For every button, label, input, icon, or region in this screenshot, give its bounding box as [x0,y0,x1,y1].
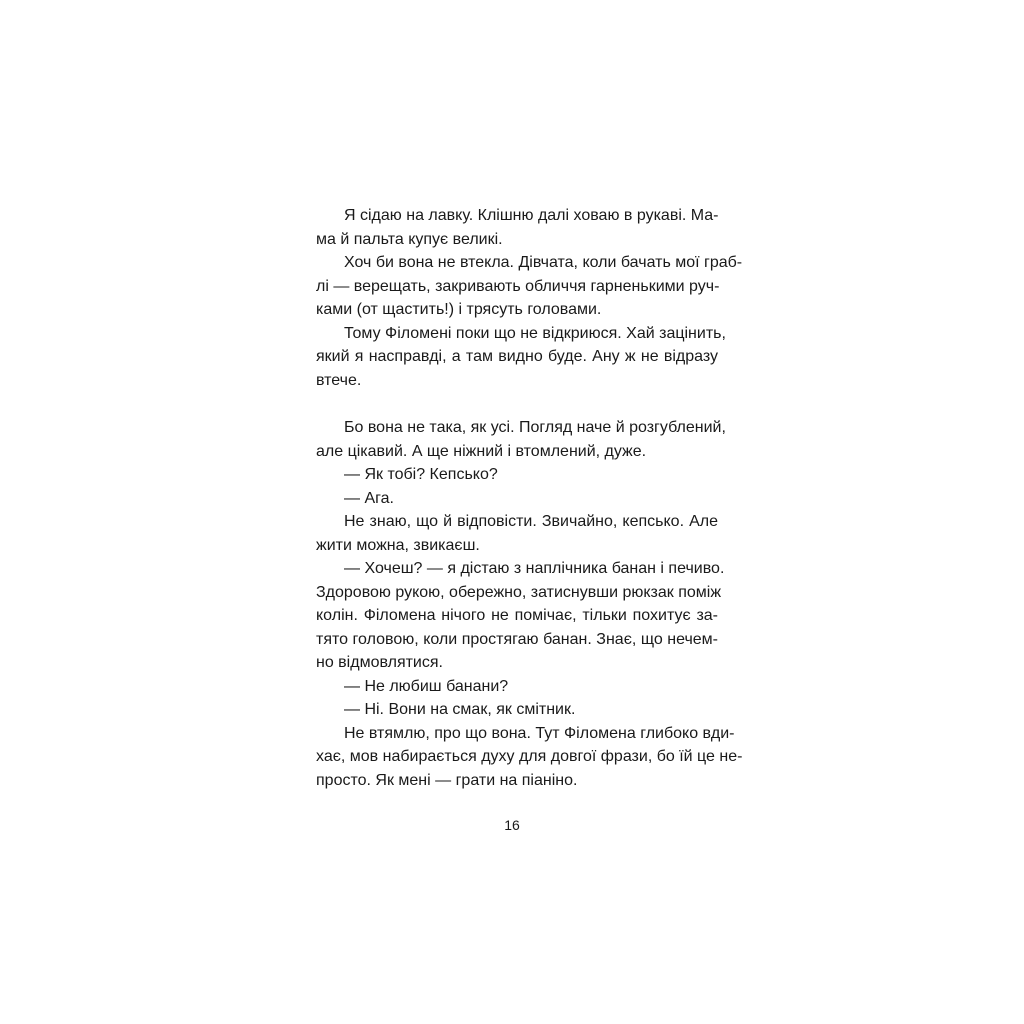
text-line: тято головою, коли простягаю банан. Знає, що нечем- [316,630,718,648]
text-line: Хоч би вона не втекла. Дівчата, коли бачать мої граб- [344,254,743,271]
text-line: колін. Філомена нічого не помічає, тільки похитує за- [316,607,718,624]
text-line: но відмовлятися. [316,654,443,671]
text-line: Здоровою рукою, обережно, затиснувши рюкзак поміж [316,583,722,601]
text-section-1 [316,204,743,392]
section-gap [316,392,718,416]
text-line: жити можна, звикаєш. [316,536,480,554]
text-section-2 [316,416,743,792]
page-number: 16 [504,817,520,833]
text-line: але цікавий. А ще ніжний і втомлений, дуже. [316,442,647,460]
text-line: — Як тобі? Кепсько? [344,466,498,483]
text-line: Бо вона не така, як усі. Погляд наче й розгублений, [344,419,726,436]
text-line: ма й пальта купує великі. [316,230,503,248]
text-line: втече. [316,371,362,389]
text-line: — Ага. [344,489,394,507]
body-text [316,204,743,792]
text-line: — Хочеш? — я дістаю з наплічника банан і печиво. [344,560,725,577]
text-line: ками (от щастить!) і трясуть головами. [316,301,602,318]
text-line: — Ні. Вони на смак, як смітник. [344,701,576,718]
text-line: Не втямлю, про що вона. Тут Філомена глибоко вди- [344,724,735,742]
text-line: який я насправді, а там видно буде. Ану ж не відразу [316,348,718,365]
text-line: — Не любиш банани? [344,677,509,695]
text-line: просто. Як мені — грати на піаніно. [316,771,578,789]
text-line: Я сідаю на лавку. Клішню далі ховаю в рукаві. Ма- [344,207,719,224]
text-line: лі — верещать, закривають обличчя гарненькими руч- [316,277,720,295]
text-line: Тому Філомені поки що не відкриюся. Хай зацінить, [344,324,726,342]
text-line: Не знаю, що й відповісти. Звичайно, кепсько. Але [344,513,718,530]
text-line: хає, мов набирається духу для довгої фрази, бо їй це не- [316,748,743,765]
